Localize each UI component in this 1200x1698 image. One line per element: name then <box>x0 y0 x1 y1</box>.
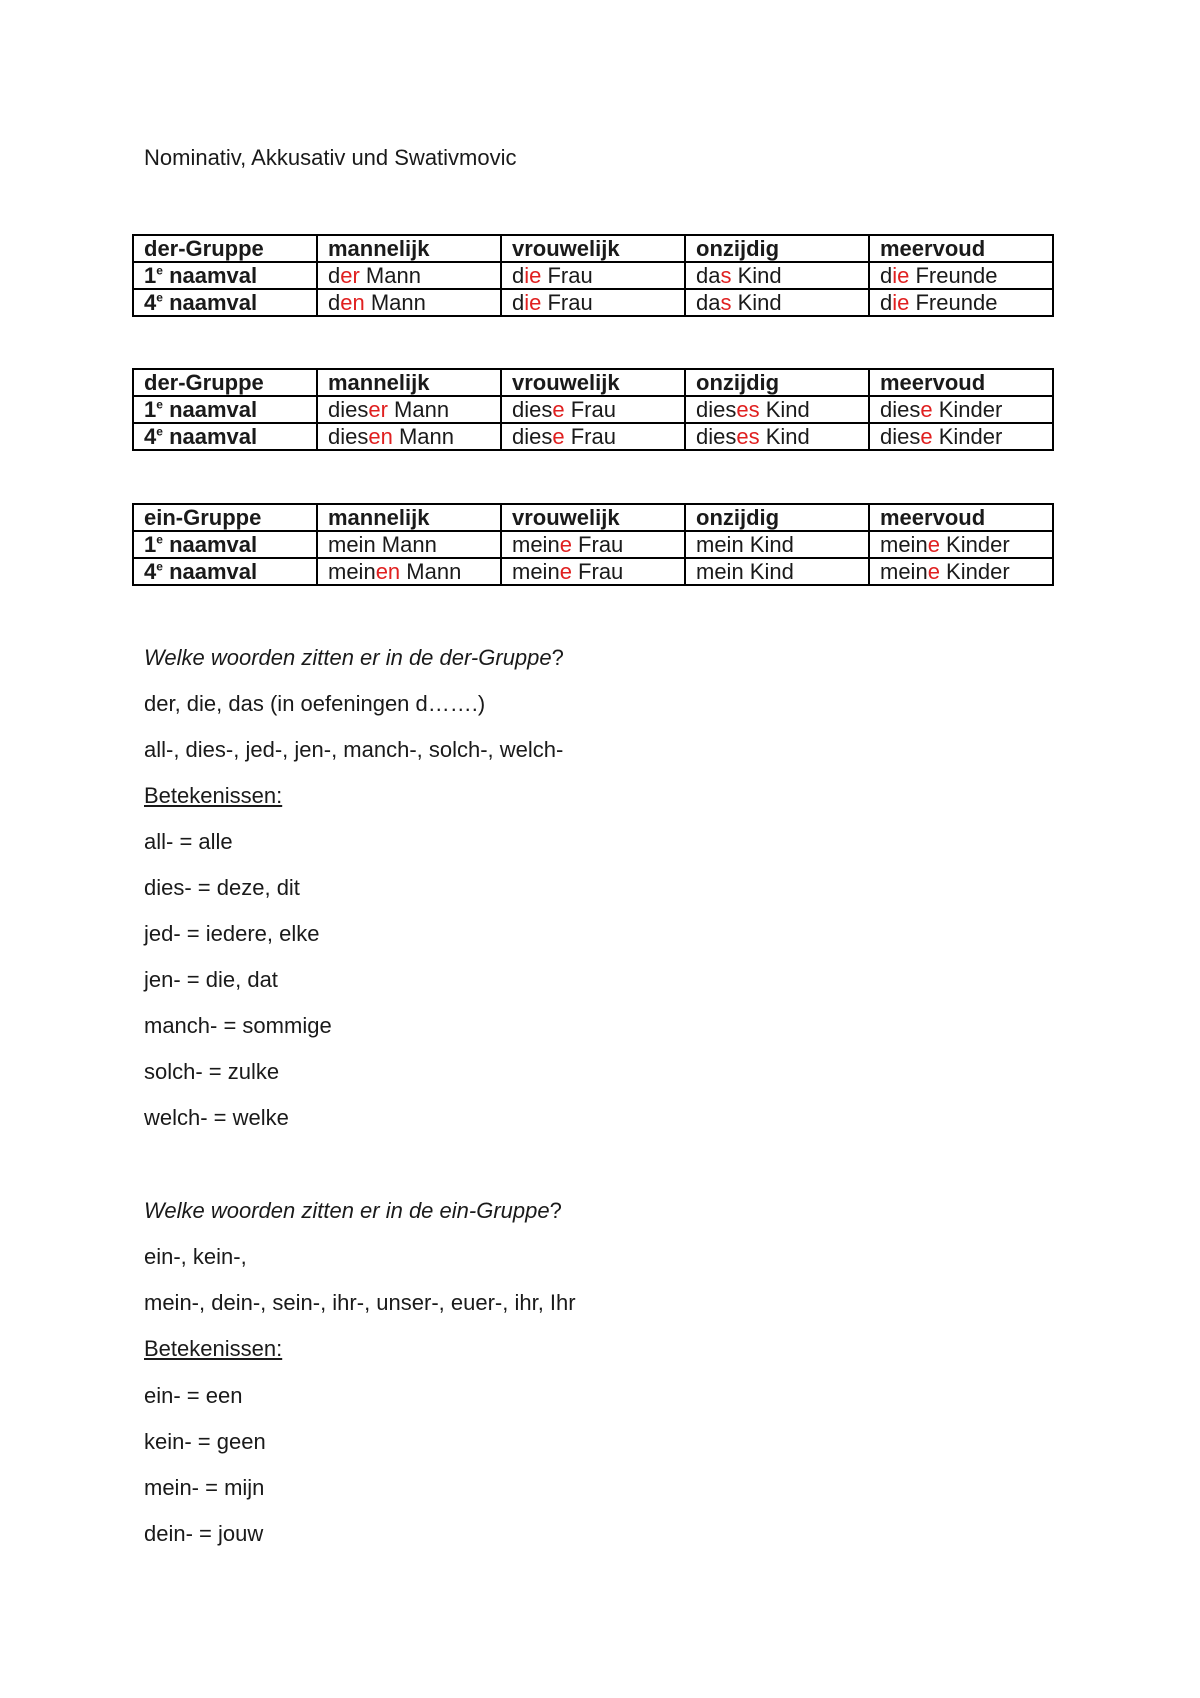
table-header-cell: onzijdig <box>685 235 869 262</box>
noun: Kind <box>731 290 782 315</box>
case-ordinal-suffix: e <box>156 559 163 574</box>
case-number: 1 <box>144 263 157 288</box>
case-ordinal-suffix: e <box>156 263 163 278</box>
declension-table <box>132 234 1054 317</box>
noun: Kind <box>743 559 794 584</box>
declension-table <box>132 503 1054 586</box>
der-question-text: Welke woorden zitten er in de der-Gruppe <box>144 645 552 670</box>
noun: Kinder <box>932 424 1003 449</box>
declension-cell <box>869 262 1053 289</box>
table-row <box>133 396 1053 423</box>
declension-cell <box>869 289 1053 316</box>
case-ending: e <box>552 424 565 449</box>
table-header-cell: ein-Gruppe <box>133 504 317 531</box>
declension-cell <box>685 396 869 423</box>
word-stem: mein <box>512 559 560 584</box>
ein-articles-line: ein-, kein-, <box>144 1244 247 1269</box>
case-ending: e <box>927 532 940 557</box>
case-ending: en <box>375 559 401 584</box>
word-stem: dies <box>512 424 553 449</box>
table-header-row <box>133 235 1053 262</box>
case-label-text: naamval <box>169 397 258 422</box>
ein-question-text: Welke woorden zitten er in de ein-Gruppe <box>144 1198 550 1223</box>
declension-cell <box>869 531 1053 558</box>
case-ending: e <box>920 397 933 422</box>
declension-cell <box>317 531 501 558</box>
word-stem: d <box>328 263 341 288</box>
case-ending: es <box>736 424 760 449</box>
noun: Frau <box>541 290 593 315</box>
der-question-mark: ? <box>551 645 564 670</box>
case-ending: e <box>559 559 572 584</box>
case-label-text: naamval <box>169 424 258 449</box>
table-row <box>133 531 1053 558</box>
declension-cell <box>685 531 869 558</box>
ein-meanings-heading: Betekenissen: <box>144 1336 283 1361</box>
noun: Kinder <box>939 532 1010 557</box>
der-meaning-item: welch- = welke <box>144 1105 289 1130</box>
word-stem: dies <box>328 397 369 422</box>
word-stem: d <box>512 263 525 288</box>
noun: Mann <box>364 290 426 315</box>
noun: Mann <box>375 532 437 557</box>
word-stem: mein <box>696 559 744 584</box>
ein-meaning-item: ein- = een <box>144 1383 243 1408</box>
case-label-text: naamval <box>169 559 258 584</box>
word-stem: da <box>696 290 721 315</box>
declension-cell <box>317 558 501 585</box>
case-ending: e <box>927 559 940 584</box>
noun: Kind <box>759 397 810 422</box>
case-number: 4 <box>144 290 157 315</box>
table-header-cell: mannelijk <box>317 504 501 531</box>
case-ending: en <box>340 290 365 315</box>
ein-question-mark: ? <box>549 1198 562 1223</box>
declension-cell <box>685 558 869 585</box>
declension-cell <box>317 262 501 289</box>
case-ending: ie <box>892 263 910 288</box>
der-meaning-item: solch- = zulke <box>144 1059 280 1084</box>
noun: Kind <box>731 263 782 288</box>
case-ending: s <box>720 290 732 315</box>
der-meaning-item: jen- = die, dat <box>144 967 278 992</box>
word-stem: d <box>880 290 893 315</box>
word-stem: dies <box>880 397 921 422</box>
case-ending: ie <box>524 290 542 315</box>
der-words-line: all-, dies-, jed-, jen-, manch-, solch-, welch- <box>144 737 564 762</box>
word-stem: mein <box>328 532 376 557</box>
ein-words-line: mein-, dein-, sein-, ihr-, unser-, euer-, ihr, Ihr <box>144 1290 576 1315</box>
table-header-cell: der-Gruppe <box>133 369 317 396</box>
declension-cell <box>501 396 685 423</box>
case-label-text: naamval <box>169 263 258 288</box>
noun: Frau <box>564 424 616 449</box>
noun: Kinder <box>939 559 1010 584</box>
case-number: 1 <box>144 532 157 557</box>
word-stem: dies <box>880 424 921 449</box>
table-header-cell: onzijdig <box>685 504 869 531</box>
declension-cell <box>317 423 501 450</box>
document-title: Nominativ, Akkusativ und Swativmovic <box>144 145 517 170</box>
der-articles-line: der, die, das (in oefeningen d…….) <box>144 691 486 716</box>
table-header-row <box>133 504 1053 531</box>
case-ending: s <box>720 263 732 288</box>
ein-meaning-item: dein- = jouw <box>144 1521 264 1546</box>
der-question <box>144 644 564 672</box>
noun: Mann <box>359 263 421 288</box>
case-ending: ie <box>892 290 910 315</box>
table-header-cell: vrouwelijk <box>501 504 685 531</box>
table-row <box>133 262 1053 289</box>
case-label <box>133 558 317 585</box>
table-header-cell: onzijdig <box>685 369 869 396</box>
declension-table <box>132 368 1054 451</box>
case-ordinal-suffix: e <box>156 532 163 547</box>
case-number: 1 <box>144 397 157 422</box>
case-ending: e <box>920 424 933 449</box>
table-row <box>133 423 1053 450</box>
declension-cell <box>317 289 501 316</box>
case-label <box>133 423 317 450</box>
der-meanings-heading: Betekenissen: <box>144 783 283 808</box>
declension-cell <box>501 289 685 316</box>
case-ending: e <box>552 397 565 422</box>
case-ending: e <box>559 532 572 557</box>
der-meaning-item: jed- = iedere, elke <box>144 921 320 946</box>
noun: Frau <box>564 397 616 422</box>
case-ending: en <box>368 424 393 449</box>
case-label-text: naamval <box>169 290 258 315</box>
case-label <box>133 289 317 316</box>
ein-meaning-item: mein- = mijn <box>144 1475 265 1500</box>
table-header-cell: meervoud <box>869 369 1053 396</box>
der-meaning-item: dies- = deze, dit <box>144 875 300 900</box>
word-stem: da <box>696 263 721 288</box>
word-stem: dies <box>696 424 737 449</box>
case-number: 4 <box>144 424 157 449</box>
case-ordinal-suffix: e <box>156 424 163 439</box>
der-meaning-item: all- = alle <box>144 829 233 854</box>
case-label <box>133 262 317 289</box>
declension-cell <box>501 423 685 450</box>
noun: Kind <box>759 424 810 449</box>
case-label-text: naamval <box>169 532 258 557</box>
table-header-cell: meervoud <box>869 504 1053 531</box>
case-number: 4 <box>144 559 157 584</box>
noun: Freunde <box>909 290 998 315</box>
declension-cell <box>685 423 869 450</box>
declension-cell <box>501 558 685 585</box>
word-stem: mein <box>512 532 560 557</box>
declension-cell <box>869 396 1053 423</box>
table-header-cell: vrouwelijk <box>501 235 685 262</box>
word-stem: mein <box>696 532 744 557</box>
word-stem: mein <box>880 559 928 584</box>
noun: Mann <box>400 559 462 584</box>
noun: Mann <box>392 424 454 449</box>
declension-cell <box>501 262 685 289</box>
declension-cell <box>501 531 685 558</box>
word-stem: mein <box>880 532 928 557</box>
noun: Frau <box>571 559 624 584</box>
word-stem: dies <box>696 397 737 422</box>
declension-cell <box>685 289 869 316</box>
table-header-cell: vrouwelijk <box>501 369 685 396</box>
word-stem: dies <box>512 397 553 422</box>
table-row <box>133 558 1053 585</box>
noun: Mann <box>387 397 450 422</box>
noun: Frau <box>571 532 624 557</box>
noun: Kind <box>743 532 794 557</box>
word-stem: d <box>880 263 893 288</box>
word-stem: dies <box>328 424 369 449</box>
declension-cell <box>685 262 869 289</box>
ein-question <box>144 1197 562 1225</box>
case-ordinal-suffix: e <box>156 290 163 305</box>
noun: Freunde <box>909 263 998 288</box>
case-ending: er <box>368 397 388 422</box>
table-header-cell: der-Gruppe <box>133 235 317 262</box>
table-header-cell: mannelijk <box>317 369 501 396</box>
word-stem: d <box>512 290 525 315</box>
case-ending: ie <box>524 263 542 288</box>
table-header-cell: mannelijk <box>317 235 501 262</box>
declension-cell <box>869 423 1053 450</box>
case-label <box>133 396 317 423</box>
der-meaning-item: manch- = sommige <box>144 1013 332 1038</box>
table-row <box>133 289 1053 316</box>
noun: Kinder <box>932 397 1003 422</box>
case-ending: es <box>736 397 760 422</box>
table-header-row <box>133 369 1053 396</box>
word-stem: mein <box>328 559 376 584</box>
noun: Frau <box>541 263 593 288</box>
declension-cell <box>869 558 1053 585</box>
word-stem: d <box>328 290 341 315</box>
ein-meaning-item: kein- = geen <box>144 1429 266 1454</box>
case-ordinal-suffix: e <box>156 397 163 412</box>
table-header-cell: meervoud <box>869 235 1053 262</box>
case-ending: er <box>340 263 360 288</box>
declension-cell <box>317 396 501 423</box>
case-label <box>133 531 317 558</box>
